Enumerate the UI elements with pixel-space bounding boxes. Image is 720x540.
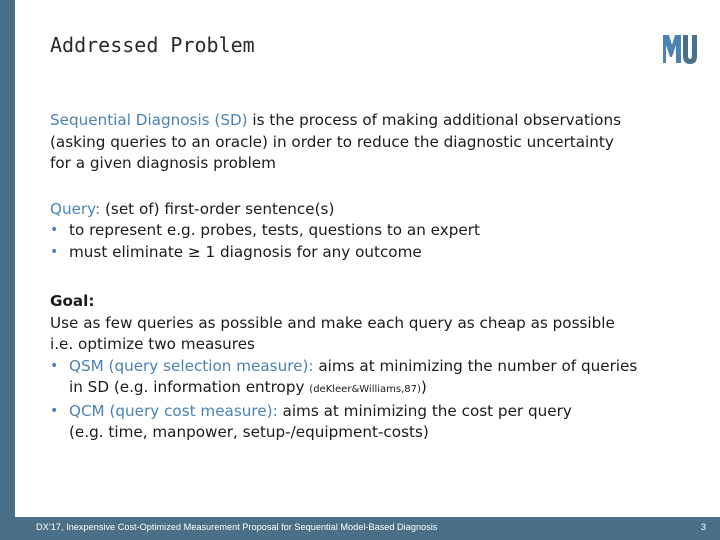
qsm-bullet	[50, 356, 690, 401]
bullet-icon: •	[50, 357, 59, 374]
qsm-line2: in SD (e.g. information entropy	[69, 378, 310, 396]
query-definition	[50, 199, 690, 221]
footer-text: DX’17, Inexpensive Cost-Optimized Measurement Proposal for Sequential Model-Based Diagnosis	[36, 522, 438, 532]
query-bullet-2-text: must eliminate ≥ 1 diagnosis for any outcome	[69, 242, 422, 261]
query-term: Query:	[50, 199, 101, 218]
query-bullet-2	[50, 242, 690, 264]
sd-definition	[50, 110, 690, 175]
qcm-rest: aims at minimizing the cost per query	[277, 401, 572, 420]
mu-logo-icon	[662, 33, 698, 65]
sd-line3: for a given diagnosis problem	[50, 154, 276, 172]
goal-line2: i.e. optimize two measures	[50, 335, 255, 353]
bullet-icon: •	[50, 402, 59, 419]
qcm-bullet	[50, 401, 690, 444]
qsm-rest: aims at minimizing the number of queries	[313, 356, 638, 375]
slide-body	[50, 110, 690, 444]
sd-line1: is the process of making additional observations	[247, 111, 621, 129]
goal-heading: Goal:	[50, 292, 95, 310]
goal-line1: Use as few queries as possible and make each query as cheap as possible	[50, 313, 615, 332]
bullet-icon: •	[50, 222, 59, 238]
query-bullet-1	[50, 220, 690, 242]
slide-title: Addressed Problem	[50, 33, 255, 57]
query-bullet-1-text: to represent e.g. probes, tests, questions to an expert	[69, 221, 480, 239]
bullet-icon: •	[50, 243, 59, 260]
qcm-term: QCM (query cost measure):	[69, 401, 278, 420]
query-def: (set of) first-order sentence(s)	[100, 199, 335, 218]
qsm-close: )	[420, 378, 427, 396]
page-number: 3	[700, 522, 706, 532]
qcm-line2: (e.g. time, manpower, setup-/equipment-costs)	[69, 423, 429, 441]
footer-bar	[0, 517, 720, 540]
sd-term: Sequential Diagnosis (SD)	[50, 111, 248, 129]
qsm-term: QSM (query selection measure):	[69, 356, 314, 375]
left-accent-bar	[0, 0, 15, 540]
qsm-reference: (deKleer&Williams,87)	[309, 384, 421, 395]
sd-line2: (asking queries to an oracle) in order to reduce the diagnostic uncertainty	[50, 132, 614, 151]
